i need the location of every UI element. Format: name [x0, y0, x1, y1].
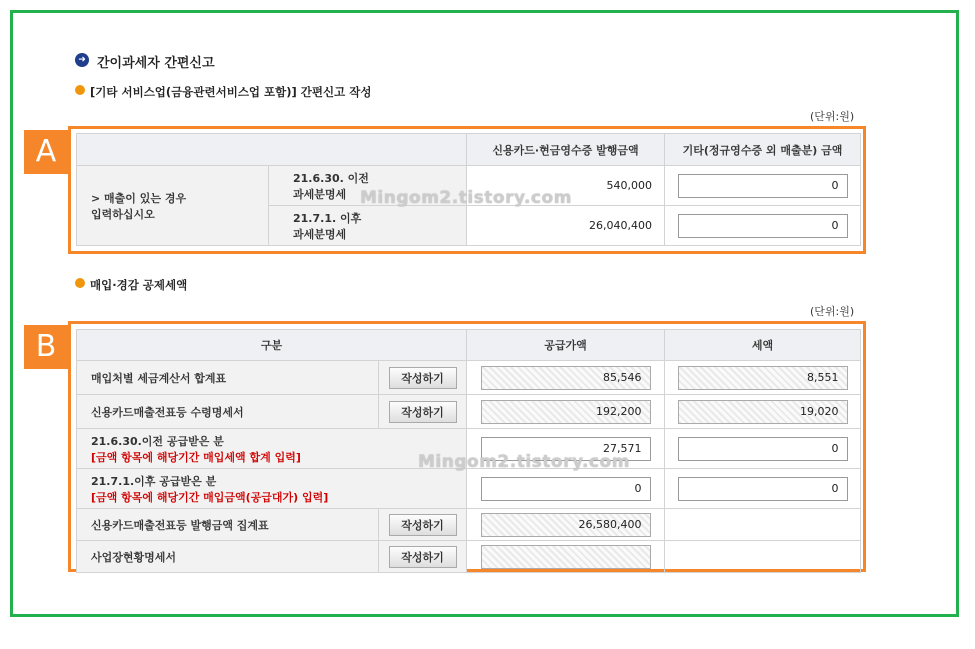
- section-a-unit: (단위:원): [810, 110, 855, 123]
- tax-value: 8,551: [678, 366, 848, 390]
- row-note: [금액 항목에 해당기간 매입금액(공급대가) 입력]: [91, 490, 329, 504]
- card-amount-value: 540,000: [467, 166, 665, 206]
- tax-value: 19,020: [678, 400, 848, 424]
- supply-input[interactable]: 0: [481, 477, 651, 501]
- supply-value: 192,200: [481, 400, 651, 424]
- sales-label-line1: > 매출이 있는 경우: [91, 191, 187, 205]
- page-title: 간이과세자 간편신고: [97, 56, 215, 71]
- supply-header: 공급가액: [467, 330, 665, 361]
- card-amount-header: 신용카드·현금영수증 발행금액: [467, 134, 665, 166]
- section-a-heading: [기타 서비스업(금융관련서비스업 포함)] 간편신고 작성: [90, 85, 372, 99]
- period-line2: 과세분명세: [293, 227, 347, 241]
- supply-value: [481, 545, 651, 569]
- tax-input[interactable]: 0: [678, 477, 848, 501]
- row-note: [금액 항목에 해당기간 매입세액 합계 입력]: [91, 450, 301, 464]
- sales-label-line2: 입력하십시오: [91, 207, 155, 221]
- tax-header: 세액: [665, 330, 861, 361]
- supply-value: 26,580,400: [481, 513, 651, 537]
- other-amount-input[interactable]: 0: [678, 174, 848, 198]
- other-amount-input[interactable]: 0: [678, 214, 848, 238]
- section-b-unit: (단위:원): [810, 305, 855, 318]
- section-a-badge: A: [24, 130, 68, 174]
- empty-cell: [665, 509, 861, 541]
- arrow-right-circle-icon: ➜: [75, 53, 89, 67]
- section-b-badge: B: [24, 325, 68, 369]
- empty-cell: [665, 541, 861, 573]
- period-line1: 21.6.30. 이전: [293, 171, 369, 185]
- row-label-text: 21.7.1.이후 공급받은 분: [91, 474, 217, 488]
- section-b-heading: 매입·경감 공제세액: [90, 278, 188, 292]
- sales-row-label: [77, 166, 269, 246]
- supply-input[interactable]: 27,571: [481, 437, 651, 461]
- blank-header: [77, 134, 467, 166]
- bullet-icon: [75, 85, 85, 95]
- category-header: 구분: [77, 330, 467, 361]
- bullet-icon: [75, 278, 85, 288]
- row-label: 신용카드매출전표등 수령명세서: [77, 395, 379, 429]
- write-button[interactable]: 작성하기: [389, 401, 457, 423]
- row-label: [77, 469, 467, 509]
- period-line1: 21.7.1. 이후: [293, 211, 362, 225]
- watermark: Mingom2.tistory.com: [360, 188, 572, 208]
- write-button[interactable]: 작성하기: [389, 514, 457, 536]
- section-b-highlight: [68, 321, 866, 572]
- row-label: [77, 429, 467, 469]
- write-button[interactable]: 작성하기: [389, 367, 457, 389]
- row-label: 사업장현황명세서: [77, 541, 379, 573]
- row-label-text: 21.6.30.이전 공급받은 분: [91, 434, 224, 448]
- period-label: [269, 206, 467, 246]
- other-amount-header: 기타(정규영수증 외 매출분) 금액: [665, 134, 861, 166]
- period-line2: 과세분명세: [293, 187, 347, 201]
- section-b-table: [76, 329, 861, 573]
- supply-value: 85,546: [481, 366, 651, 390]
- write-button[interactable]: 작성하기: [389, 546, 457, 568]
- tax-input[interactable]: 0: [678, 437, 848, 461]
- row-label: 매입처별 세금계산서 합계표: [77, 361, 379, 395]
- watermark: Mingom2.tistory.com: [418, 452, 630, 472]
- card-amount-value: 26,040,400: [467, 206, 665, 246]
- row-label: 신용카드매출전표등 발행금액 집계표: [77, 509, 379, 541]
